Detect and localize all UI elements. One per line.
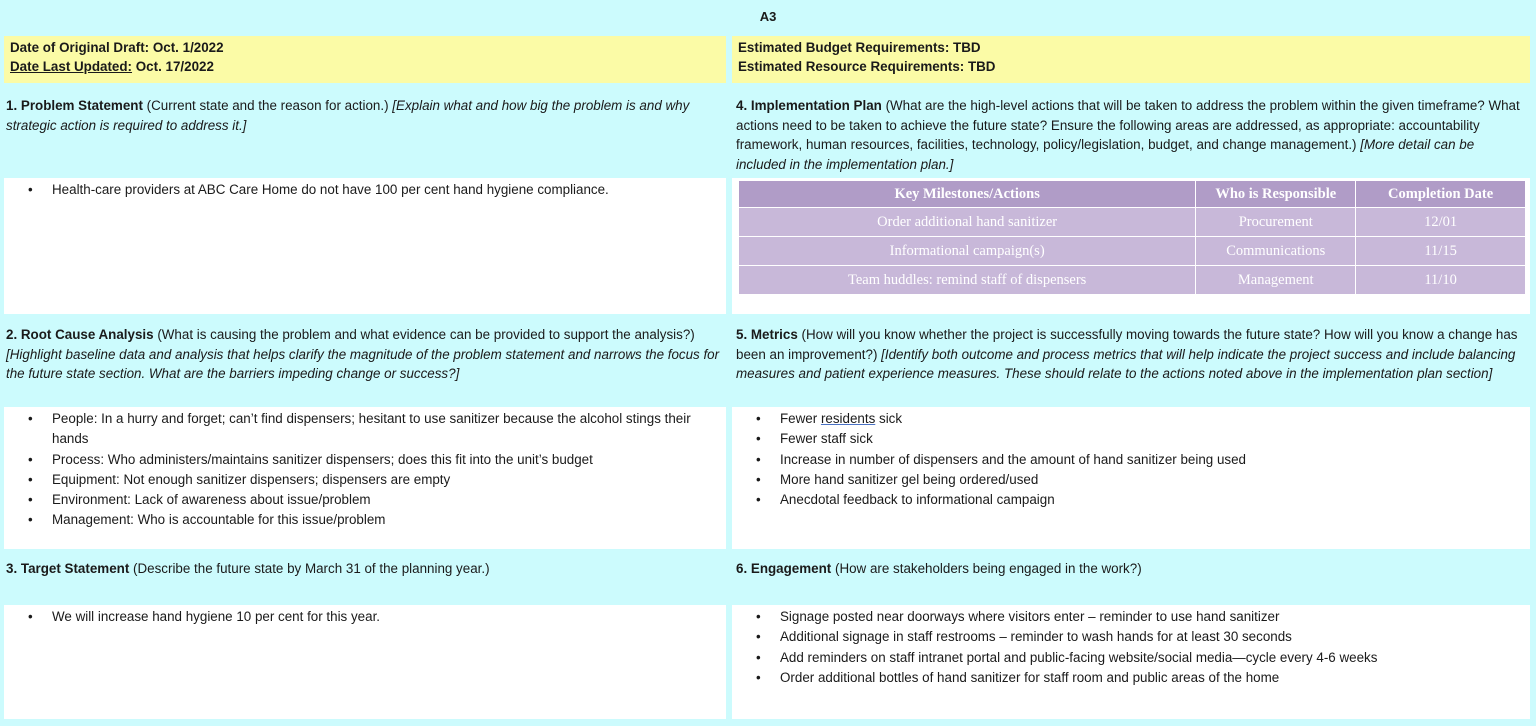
list-item: • Additional signage in staff restrooms – reminder to wash hands for at least 30 seconds	[732, 627, 1530, 647]
table-row	[739, 208, 1526, 237]
column-header: Key Milestones/Actions	[739, 181, 1196, 208]
metrics-content	[732, 407, 1530, 549]
list-item: • Increase in number of dispensers and the amount of hand sanitizer being used	[732, 450, 1530, 470]
table-cell: Management	[1196, 266, 1356, 295]
root-cause-header: 2. Root Cause Analysis (What is causing the problem and what evidence can be provided to support the analysis?) [Highlight baseline data and analysis that helps clarify the magnitude of the problem statement and narrows the focus for the future state section. What are the barriers impeding change or success?]	[6, 327, 720, 381]
original-draft-line: Date of Original Draft: Oct. 1/2022	[10, 40, 224, 55]
list-item: • Add reminders on staff intranet portal and public-facing website/social media—cycle every 4-6 weeks	[732, 648, 1530, 668]
problem-statement-header: 1. Problem Statement (Current state and the reason for action.) [Explain what and how big the problem is and why strategic action is required to address it.]	[6, 98, 690, 133]
requirements-box	[732, 36, 1530, 83]
column-header: Completion Date	[1356, 181, 1526, 208]
column-header: Who is Responsible	[1196, 181, 1356, 208]
table-cell: Informational campaign(s)	[739, 237, 1196, 266]
list-item: • Fewer residents sick	[732, 409, 1530, 429]
table-cell: Order additional hand sanitizer	[739, 208, 1196, 237]
resource-requirements: Estimated Resource Requirements: TBD	[738, 59, 996, 74]
draft-dates-box	[4, 36, 726, 83]
last-updated-line: Date Last Updated: Oct. 17/2022	[10, 59, 214, 74]
table-cell: 11/15	[1356, 237, 1526, 266]
engagement-content	[732, 605, 1530, 719]
list-item: • Equipment: Not enough sanitizer dispensers; dispensers are empty	[4, 470, 726, 490]
list-item: • We will increase hand hygiene 10 per cent for this year.	[4, 607, 726, 627]
list-item: • Environment: Lack of awareness about issue/problem	[4, 490, 726, 510]
problem-statement-content	[4, 178, 726, 314]
list-item: • Fewer staff sick	[732, 429, 1530, 449]
list-item: • Anecdotal feedback to informational campaign	[732, 490, 1530, 510]
milestones-table	[738, 180, 1526, 295]
table-cell: Procurement	[1196, 208, 1356, 237]
list-item: • Process: Who administers/maintains sanitizer dispensers; does this fit into the unit’s budget	[4, 450, 726, 470]
root-cause-content	[4, 407, 726, 549]
table-cell: Team huddles: remind staff of dispensers	[739, 266, 1196, 295]
spellcheck-word: residents	[820, 411, 876, 426]
implementation-plan-content	[732, 178, 1530, 314]
budget-requirements: Estimated Budget Requirements: TBD	[738, 40, 981, 55]
target-statement-header: 3. Target Statement (Describe the future state by March 31 of the planning year.)	[6, 561, 490, 576]
table-row	[739, 266, 1526, 295]
list-item: • Signage posted near doorways where visitors enter – reminder to use hand sanitizer	[732, 607, 1530, 627]
target-statement-content	[4, 605, 726, 719]
table-row	[739, 237, 1526, 266]
implementation-plan-header: 4. Implementation Plan (What are the high-level actions that will be taken to address the problem within the given timeframe? What actions need to be taken to achieve the future state? Ensure the following areas are addressed, as appropriate: accountability framework, human resources, facilities, technology, policy/legislation, budget, and change management.) [More detail can be included in the implementation plan.]	[736, 98, 1520, 172]
list-item: • Management: Who is accountable for this issue/problem	[4, 510, 726, 530]
table-header-row	[739, 181, 1526, 208]
list-item: • More hand sanitizer gel being ordered/used	[732, 470, 1530, 490]
list-item: • People: In a hurry and forget; can’t find dispensers; hesitant to use sanitizer because the alcohol stings their hands	[4, 409, 726, 450]
engagement-header: 6. Engagement (How are stakeholders being engaged in the work?)	[736, 561, 1142, 576]
table-cell: 11/10	[1356, 266, 1526, 295]
metrics-header: 5. Metrics (How will you know whether the project is successfully moving towards the future state? How will you know a change has been an improvement?) [Identify both outcome and process metrics that will help indicate the project success and include balancing measures and patient experience measures. These should relate to the actions noted above in the implementation plan section]	[736, 327, 1518, 381]
list-item: • Order additional bottles of hand sanitizer for staff room and public areas of the home	[732, 668, 1530, 688]
page-title: A3	[759, 9, 777, 24]
list-item: • Health-care providers at ABC Care Home do not have 100 per cent hand hygiene compliance.	[4, 180, 726, 200]
table-cell: 12/01	[1356, 208, 1526, 237]
table-cell: Communications	[1196, 237, 1356, 266]
